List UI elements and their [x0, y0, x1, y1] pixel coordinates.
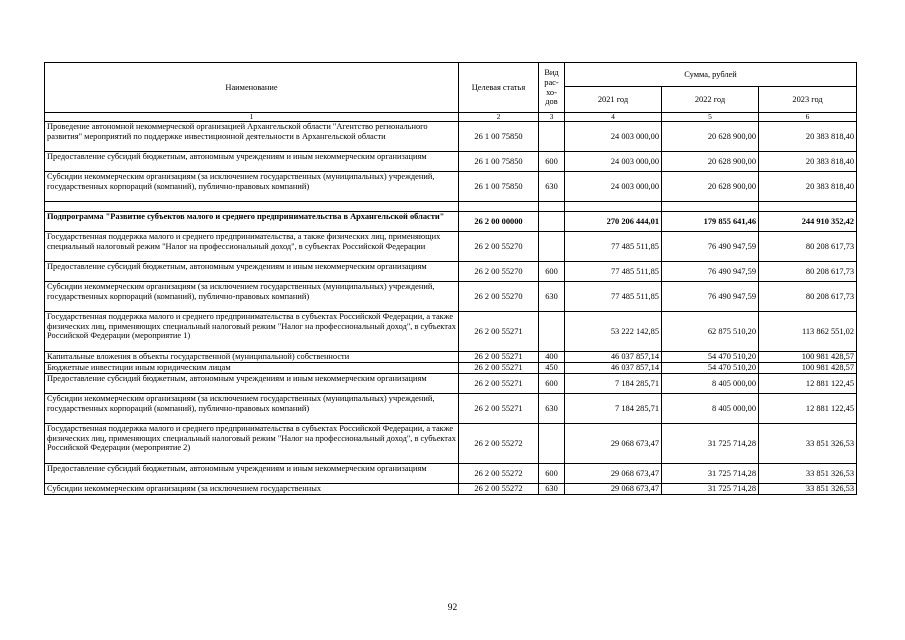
row-name: Проведение автономной некоммерческой организацией Архангельской области "Агентство регионального развития" мероприятий по поддержке инвестиционной деятельности в Архангельской области: [45, 122, 459, 152]
row-sum-2023: 244 910 352,42: [759, 212, 857, 232]
row-sum-2023: [759, 202, 857, 212]
table-row: [45, 394, 857, 424]
row-sum-2021: 77 485 511,85: [565, 262, 662, 282]
table-row: [45, 363, 857, 374]
row-sum-2022: 20 628 900,00: [662, 152, 759, 172]
row-sum-2021: 29 068 673,47: [565, 424, 662, 464]
row-sum-2023: 33 851 326,53: [759, 424, 857, 464]
column-number: 1: [45, 113, 459, 122]
table-row: [45, 172, 857, 202]
row-sum-2022: 62 875 510,20: [662, 312, 759, 352]
row-sum-2021: 29 068 673,47: [565, 464, 662, 484]
header-name: Наименование: [45, 63, 459, 113]
header-expense-type: Вид рас-хо-дов: [539, 63, 565, 113]
row-expense-type: 630: [539, 394, 565, 424]
row-name: Субсидии некоммерческим организациям (за исключением государственных (муниципальных) учреждений, государственных корпораций (компаний), публично-правовых компаний): [45, 282, 459, 312]
row-sum-2023: 100 981 428,57: [759, 352, 857, 363]
row-sum-2022: 31 725 714,28: [662, 464, 759, 484]
table-row: [45, 484, 857, 495]
row-article: 26 2 00 55271: [459, 352, 539, 363]
table-row: [45, 312, 857, 352]
row-sum-2022: 76 490 947,59: [662, 232, 759, 262]
row-sum-2023: 80 208 617,73: [759, 282, 857, 312]
row-sum-2021: 29 068 673,47: [565, 484, 662, 495]
row-sum-2021: 46 037 857,14: [565, 352, 662, 363]
row-article: 26 2 00 55270: [459, 282, 539, 312]
row-name: Предоставление субсидий бюджетным, автономным учреждениям и иным некоммерческим организациям: [45, 464, 459, 484]
row-sum-2022: 179 855 641,46: [662, 212, 759, 232]
row-expense-type: 600: [539, 262, 565, 282]
row-name: Государственная поддержка малого и среднего предпринимательства в субъектах Российской Федерации, а также физических лиц, применяющих специальный налоговый режим "Налог на профессиональный доход", в субъектах Российской Федерации (мероприятие 2): [45, 424, 459, 464]
row-sum-2022: 31 725 714,28: [662, 484, 759, 495]
row-sum-2022: 76 490 947,59: [662, 282, 759, 312]
row-name: Государственная поддержка малого и среднего предпринимательства, а также физических лиц, применяющих специальный налоговый режим "Налог на профессиональный доход", в субъектах Российской Федерации: [45, 232, 459, 262]
row-sum-2023: 20 383 818,40: [759, 152, 857, 172]
row-sum-2023: 80 208 617,73: [759, 232, 857, 262]
row-name: Субсидии некоммерческим организациям (за исключением государственных (муниципальных) учреждений, государственных корпораций (компаний), публично-правовых компаний): [45, 394, 459, 424]
row-sum-2021: 24 003 000,00: [565, 152, 662, 172]
row-sum-2022: 20 628 900,00: [662, 172, 759, 202]
header-sum: Сумма, рублей: [565, 63, 857, 87]
row-sum-2023: 33 851 326,53: [759, 464, 857, 484]
row-sum-2021: 7 184 285,71: [565, 374, 662, 394]
header-2023: 2023 год: [759, 87, 857, 113]
row-sum-2022: 54 470 510,20: [662, 363, 759, 374]
row-expense-type: [539, 232, 565, 262]
row-expense-type: [539, 212, 565, 232]
row-expense-type: 600: [539, 464, 565, 484]
row-sum-2021: 7 184 285,71: [565, 394, 662, 424]
row-name: Капитальные вложения в объекты государственной (муниципальной) собственности: [45, 352, 459, 363]
table-row: [45, 282, 857, 312]
header-2021: 2021 год: [565, 87, 662, 113]
row-sum-2023: 80 208 617,73: [759, 262, 857, 282]
row-sum-2021: 77 485 511,85: [565, 232, 662, 262]
row-expense-type: 600: [539, 374, 565, 394]
row-name: Подпрограмма "Развитие субъектов малого и среднего предпринимательства в Архангельской области": [45, 212, 459, 232]
row-sum-2023: 33 851 326,53: [759, 484, 857, 495]
row-article: 26 2 00 55271: [459, 374, 539, 394]
row-sum-2023: 20 383 818,40: [759, 122, 857, 152]
row-name: Субсидии некоммерческим организациям (за исключением государственных: [45, 484, 459, 495]
table-row: [45, 232, 857, 262]
column-number: 2: [459, 113, 539, 122]
column-number: 6: [759, 113, 857, 122]
row-sum-2023: 20 383 818,40: [759, 172, 857, 202]
row-article: 26 2 00 55271: [459, 312, 539, 352]
header-2022: 2022 год: [662, 87, 759, 113]
row-sum-2023: 113 862 551,02: [759, 312, 857, 352]
row-article: 26 2 00 55272: [459, 464, 539, 484]
row-expense-type: [539, 122, 565, 152]
row-expense-type: 400: [539, 352, 565, 363]
column-number: 5: [662, 113, 759, 122]
row-article: 26 2 00 55271: [459, 363, 539, 374]
row-sum-2021: [565, 202, 662, 212]
row-name: Государственная поддержка малого и среднего предпринимательства в субъектах Российской Федерации, а также физических лиц, применяющих специальный налоговый режим "Налог на профессиональный доход", в субъектах Российской Федерации (мероприятие 1): [45, 312, 459, 352]
row-sum-2021: 77 485 511,85: [565, 282, 662, 312]
row-article: 26 1 00 75850: [459, 122, 539, 152]
row-name: Предоставление субсидий бюджетным, автономным учреждениям и иным некоммерческим организациям: [45, 152, 459, 172]
row-sum-2023: 100 981 428,57: [759, 363, 857, 374]
row-expense-type: 630: [539, 282, 565, 312]
row-sum-2022: [662, 202, 759, 212]
column-numbers-row: [45, 113, 857, 122]
row-article: 26 2 00 55272: [459, 424, 539, 464]
row-expense-type: 630: [539, 484, 565, 495]
row-expense-type: [539, 424, 565, 464]
row-article: 26 2 00 00000: [459, 212, 539, 232]
row-sum-2021: 270 206 444,01: [565, 212, 662, 232]
row-name: Предоставление субсидий бюджетным, автономным учреждениям и иным некоммерческим организациям: [45, 262, 459, 282]
table-row: [45, 122, 857, 152]
row-article: 26 1 00 75850: [459, 172, 539, 202]
row-sum-2022: 31 725 714,28: [662, 424, 759, 464]
table-row: [45, 262, 857, 282]
table-row: [45, 202, 857, 212]
row-article: 26 1 00 75850: [459, 152, 539, 172]
row-sum-2022: 76 490 947,59: [662, 262, 759, 282]
row-article: 26 2 00 55270: [459, 232, 539, 262]
row-article: 26 2 00 55272: [459, 484, 539, 495]
row-name: Бюджетные инвестиции иным юридическим лицам: [45, 363, 459, 374]
table-row: [45, 424, 857, 464]
table-row: [45, 464, 857, 484]
row-sum-2021: 46 037 857,14: [565, 363, 662, 374]
budget-table: [44, 62, 857, 495]
row-sum-2021: 24 003 000,00: [565, 122, 662, 152]
row-sum-2021: 24 003 000,00: [565, 172, 662, 202]
header-article: Целевая статья: [459, 63, 539, 113]
table-row: [45, 152, 857, 172]
row-expense-type: 600: [539, 152, 565, 172]
row-expense-type: 630: [539, 172, 565, 202]
row-expense-type: 450: [539, 363, 565, 374]
row-sum-2022: 20 628 900,00: [662, 122, 759, 152]
table-row: [45, 352, 857, 363]
row-name: [45, 202, 459, 212]
row-name: Предоставление субсидий бюджетным, автономным учреждениям и иным некоммерческим организациям: [45, 374, 459, 394]
row-sum-2023: 12 881 122,45: [759, 374, 857, 394]
row-sum-2022: 54 470 510,20: [662, 352, 759, 363]
row-name: Субсидии некоммерческим организациям (за исключением государственных (муниципальных) учреждений, государственных корпораций (компаний), публично-правовых компаний): [45, 172, 459, 202]
row-sum-2022: 8 405 000,00: [662, 394, 759, 424]
row-sum-2022: 8 405 000,00: [662, 374, 759, 394]
row-article: 26 2 00 55271: [459, 394, 539, 424]
page-number: 92: [447, 603, 458, 613]
row-sum-2021: 53 222 142,85: [565, 312, 662, 352]
row-expense-type: [539, 202, 565, 212]
row-sum-2023: 12 881 122,45: [759, 394, 857, 424]
column-number: 3: [539, 113, 565, 122]
table-row: [45, 212, 857, 232]
row-article: [459, 202, 539, 212]
column-number: 4: [565, 113, 662, 122]
row-expense-type: [539, 312, 565, 352]
table-row: [45, 374, 857, 394]
row-article: 26 2 00 55270: [459, 262, 539, 282]
